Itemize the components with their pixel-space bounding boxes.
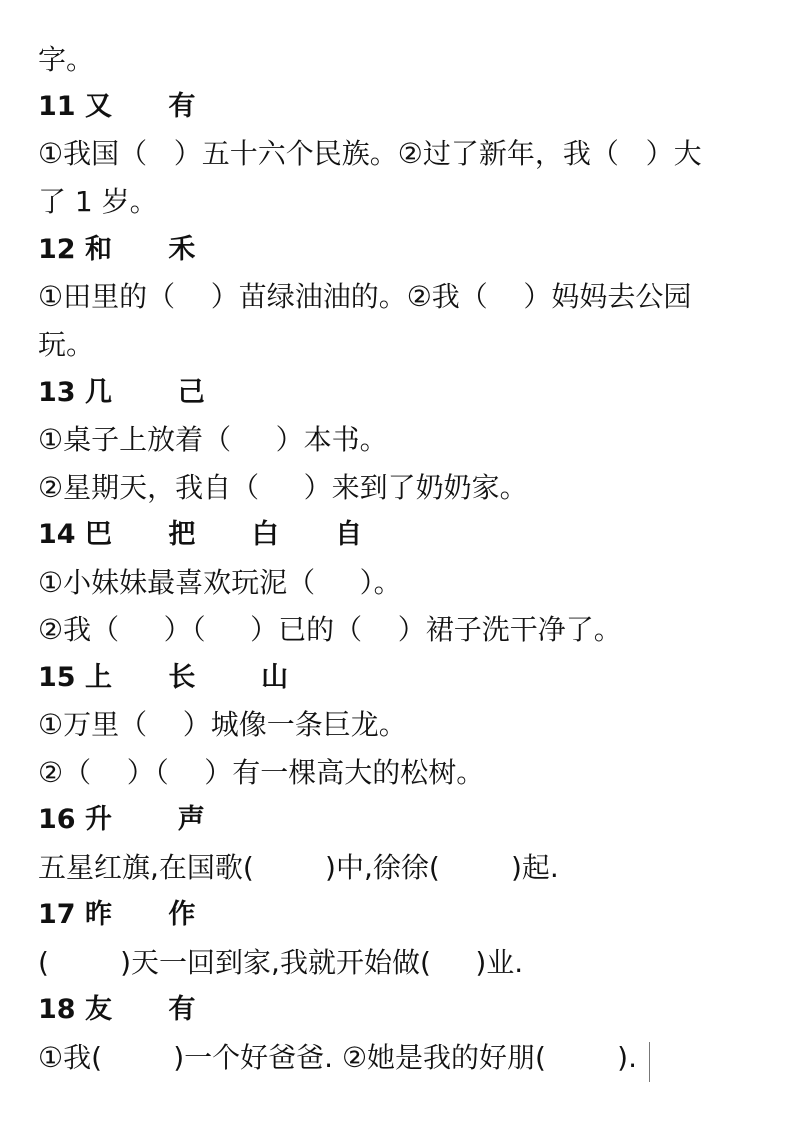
text-line: ①田里的（ ）苗绿油油的。②我（ ）妈妈去公园 [38,280,692,313]
text-line: ①我国（ ）五十六个民族。②过了新年，我（ ）大 [38,137,702,170]
text-line: ②星期天，我自（ ）来到了奶奶家。 [38,471,528,504]
text-line: ②（ ）（ ）有一棵高大的松树。 [38,756,485,789]
text-line: ②我（ ）（ ）已的（ ）裙子洗干净了。 [38,613,622,646]
question-heading-17: 17 昨 作 [38,899,196,930]
text-line: 了 1 岁。 [38,185,158,218]
text-cursor [649,1042,650,1082]
question-heading-11: 11 又 有 [38,91,196,122]
question-heading-16: 16 升 声 [38,804,205,835]
question-heading-12: 12 和 禾 [38,234,196,265]
text-line: ①桌子上放着（ ）本书。 [38,423,388,456]
text-line: 玩。 [38,328,95,361]
question-heading-14: 14 巴 把 白 自 [38,519,363,550]
text-line: ①小妹妹最喜欢玩泥（ ）。 [38,566,402,599]
question-heading-18: 18 友 有 [38,994,196,1025]
question-heading-13: 13 几 己 [38,377,205,408]
text-line: ①我( )一个好爸爸. ②她是我的好朋( ). [38,1041,638,1074]
question-heading-15: 15 上 长 山 [38,662,289,693]
text-line: 五星红旗,在国歌( )中,徐徐( )起. [38,851,559,884]
text-line: 字。 [38,43,95,76]
text-line: ①万里（ ）城像一条巨龙。 [38,708,407,741]
text-line: ( )天一回到家,我就开始做( )业. [38,946,524,979]
